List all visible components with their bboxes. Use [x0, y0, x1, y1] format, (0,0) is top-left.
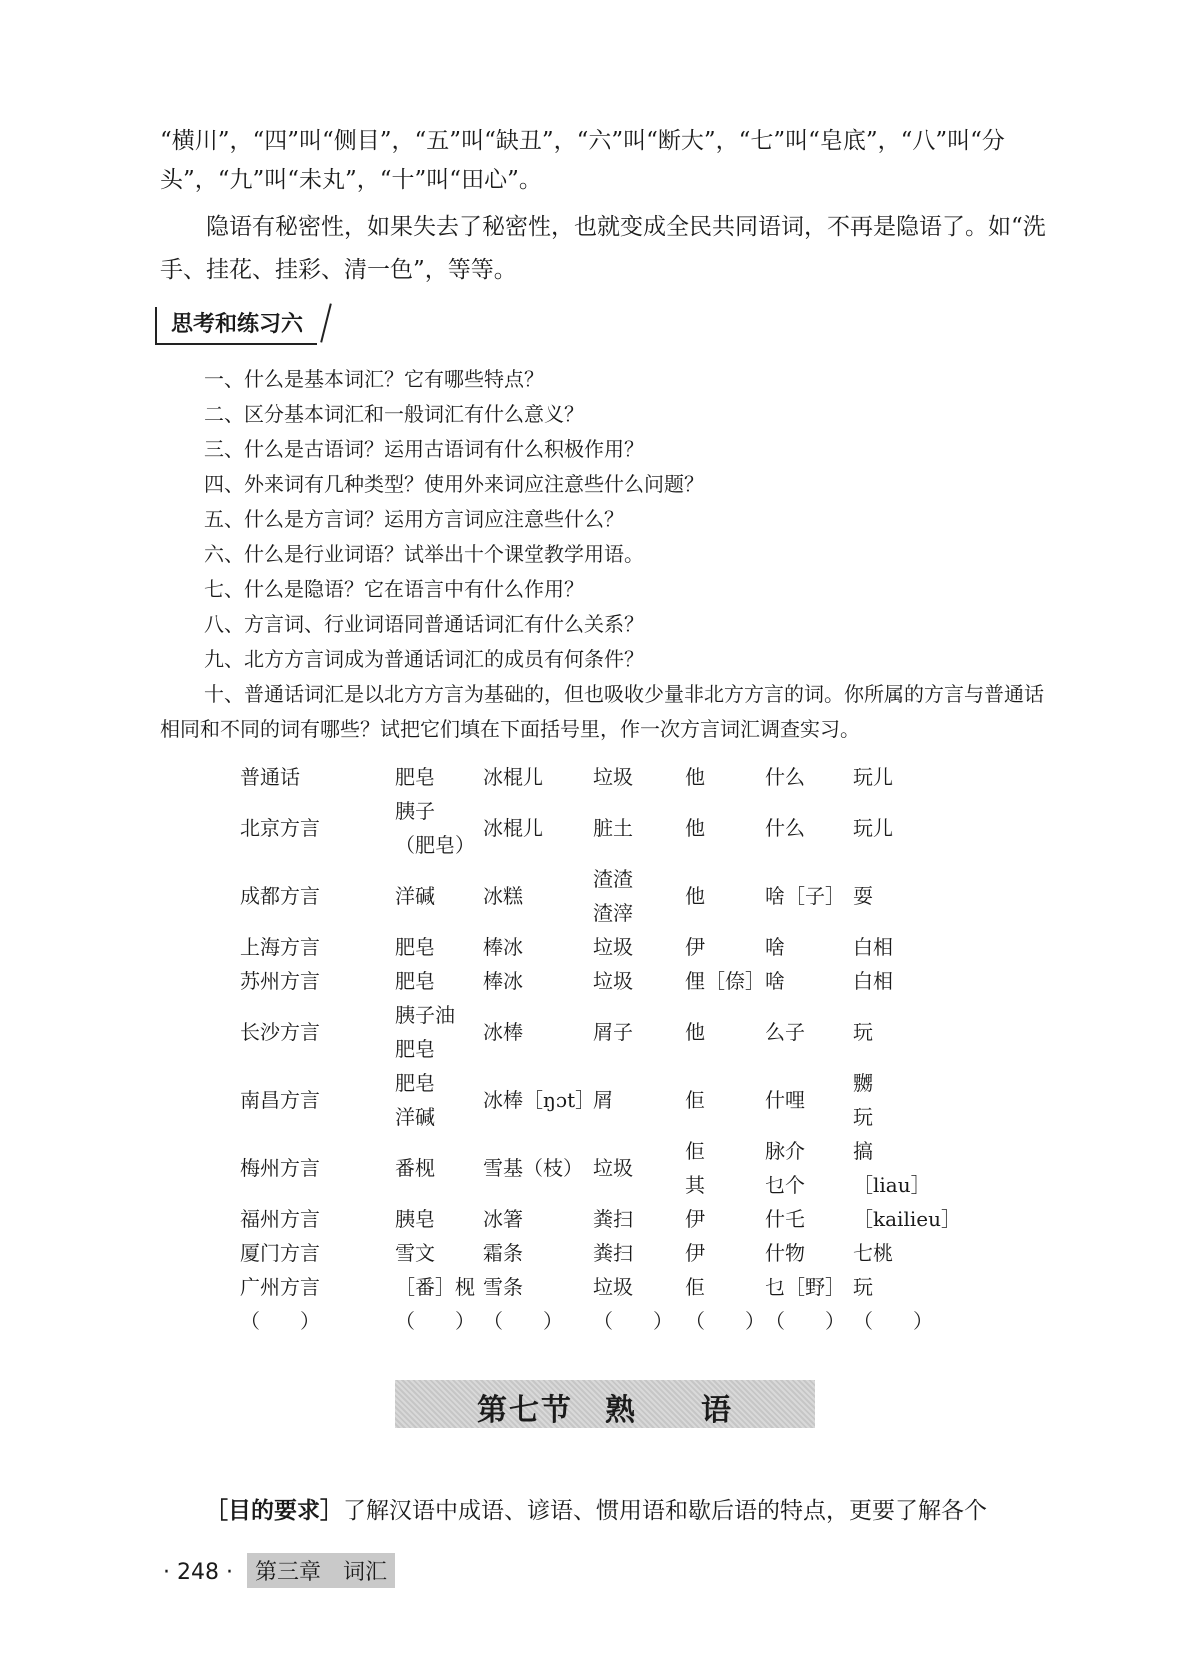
- table-cell: ［kailieu］: [853, 1207, 961, 1231]
- table-cell: 粪扫: [593, 1207, 633, 1231]
- table-cell: 伊: [685, 1207, 705, 1231]
- table-cell: 嬲 玩: [853, 1071, 873, 1129]
- table-cell: 冰棒［ŋɔt］: [483, 1088, 596, 1112]
- table-cell: 白相: [853, 935, 893, 959]
- question-item: 五、什么是方言词？运用方言词应注意些什么？: [204, 507, 624, 531]
- table-cell: 白相: [853, 969, 893, 993]
- table-cell: 雪文: [395, 1241, 435, 1265]
- chapter-label: 第三章 词汇: [247, 1553, 395, 1588]
- table-cell: 肥皂: [395, 765, 435, 789]
- table-cell: （ ）: [765, 1309, 845, 1333]
- table-cell: 上海方言: [240, 935, 320, 959]
- table-cell: 垃圾: [593, 1275, 633, 1299]
- question-item: 六、什么是行业词语？试举出十个课堂教学用语。: [204, 542, 644, 566]
- table-cell: 冰棍儿: [483, 765, 543, 789]
- table-cell: 冰棒: [483, 1020, 523, 1044]
- table-row: [240, 1202, 961, 1236]
- table-cell: 冰棍儿: [483, 816, 543, 840]
- table-cell: （ ）: [853, 1309, 933, 1333]
- table-cell: 佢: [685, 1275, 705, 1299]
- table-cell: 垃圾: [593, 935, 633, 959]
- table-cell: 胰皂: [395, 1207, 435, 1231]
- table-cell: 冰箸: [483, 1207, 523, 1231]
- table-cell: 佢: [685, 1088, 705, 1112]
- table-cell: （ ）: [685, 1309, 765, 1333]
- table-cell: 霜条: [483, 1241, 523, 1265]
- table-cell: 什哩: [765, 1088, 805, 1112]
- table-cell: 七桃: [853, 1241, 893, 1265]
- table-cell: 乜［野］: [765, 1275, 845, 1299]
- table-cell: 屑: [593, 1088, 613, 1112]
- table-cell: 垃圾: [593, 765, 633, 789]
- table-cell: 玩儿: [853, 765, 893, 789]
- table-row: [240, 794, 961, 862]
- table-cell: 玩儿: [853, 816, 893, 840]
- table-cell: 什乇: [765, 1207, 805, 1231]
- question-list: [160, 362, 1060, 747]
- table-cell: 番枧: [395, 1156, 435, 1180]
- table-row: [240, 1270, 961, 1304]
- table-row: [240, 862, 961, 930]
- table-row: [240, 1304, 961, 1338]
- intro-paragraph-2: 隐语有秘密性，如果失去了秘密性，也就变成全民共同语词，不再是隐语了。如“洗手、挂花、挂彩、清一色”，等等。: [160, 214, 1046, 283]
- question-item: 九、北方方言词成为普通话词汇的成员有何条件？: [204, 647, 644, 671]
- table-cell: 啥: [765, 969, 785, 993]
- table-cell: 俚［倷］: [685, 969, 765, 993]
- table-cell: 佢 其: [685, 1139, 705, 1197]
- question-item-10: 十、普通话词汇是以北方方言为基础的，但也吸收少量非北方方言的词。你所属的方言与普通话相同和不同的词有哪些？试把它们填在下面括号里，作一次方言词汇调查实习。: [160, 682, 1044, 741]
- table-cell: 垃圾: [593, 1156, 633, 1180]
- table-cell: 他: [685, 816, 705, 840]
- table-cell: 冰糕: [483, 884, 523, 908]
- goal-label: ［目的要求］: [205, 1498, 343, 1524]
- table-cell: 肥皂 洋碱: [395, 1071, 435, 1129]
- table-cell: 普通话: [240, 765, 300, 789]
- table-cell: （ ）: [483, 1309, 563, 1333]
- table-cell: 成都方言: [240, 884, 320, 908]
- table-cell: 雪基（枝）: [483, 1156, 583, 1180]
- table-cell: （ ）: [240, 1309, 320, 1333]
- table-cell: ［番］枧: [395, 1275, 475, 1299]
- table-cell: 他: [685, 765, 705, 789]
- table-row: [240, 760, 961, 794]
- table-cell: 北京方言: [240, 816, 320, 840]
- table-row: [240, 964, 961, 998]
- table-cell: 洋碱: [395, 884, 435, 908]
- question-item: 三、什么是古语词？运用古语词有什么积极作用？: [204, 437, 644, 461]
- question-item: 七、什么是隐语？它在语言中有什么作用？: [204, 577, 584, 601]
- table-cell: 渣渣 渣滓: [593, 867, 633, 925]
- goal-text: 了解汉语中成语、谚语、惯用语和歇后语的特点，更要了解各个: [343, 1498, 987, 1524]
- table-cell: （ ）: [395, 1309, 475, 1333]
- table-cell: 胰子 （肥皂）: [395, 799, 475, 857]
- table-cell: 梅州方言: [240, 1156, 320, 1180]
- table-cell: 福州方言: [240, 1207, 320, 1231]
- table-cell: 棒冰: [483, 969, 523, 993]
- table-cell: 厦门方言: [240, 1241, 320, 1265]
- table-cell: 广州方言: [240, 1275, 320, 1299]
- table-row: [240, 998, 961, 1066]
- table-cell: 长沙方言: [240, 1020, 320, 1044]
- table-cell: 搞 ［liau］: [853, 1139, 931, 1197]
- dialect-table: [240, 760, 961, 1338]
- table-cell: 耍: [853, 884, 873, 908]
- table-cell: 啥: [765, 935, 785, 959]
- table-cell: 粪扫: [593, 1241, 633, 1265]
- question-item: 四、外来词有几种类型？使用外来词应注意些什么问题？: [204, 472, 704, 496]
- question-item: 八、方言词、行业词语同普通话词汇有什么关系？: [204, 612, 644, 636]
- table-cell: 玩: [853, 1275, 873, 1299]
- table-cell: 肥皂: [395, 935, 435, 959]
- table-row: [240, 1066, 961, 1134]
- table-cell: 南昌方言: [240, 1088, 320, 1112]
- table-cell: 玩: [853, 1020, 873, 1044]
- table-cell: 啥［子］: [765, 884, 845, 908]
- table-row: [240, 1134, 961, 1202]
- table-cell: 他: [685, 1020, 705, 1044]
- goal-line: [205, 1492, 987, 1525]
- table-cell: 什么: [765, 765, 805, 789]
- table-cell: 脏土: [593, 816, 633, 840]
- table-cell: 棒冰: [483, 935, 523, 959]
- table-cell: 什么: [765, 816, 805, 840]
- table-cell: （ ）: [593, 1309, 673, 1333]
- table-cell: 伊: [685, 1241, 705, 1265]
- table-cell: 么子: [765, 1020, 805, 1044]
- question-item: 二、区分基本词汇和一般词汇有什么意义？: [204, 402, 584, 426]
- table-row: [240, 1236, 961, 1270]
- table-cell: 屑子: [593, 1020, 633, 1044]
- table-cell: 垃圾: [593, 969, 633, 993]
- table-cell: 苏州方言: [240, 969, 320, 993]
- table-cell: 什物: [765, 1241, 805, 1265]
- table-cell: 脉介 乜个: [765, 1139, 805, 1197]
- table-cell: 他: [685, 884, 705, 908]
- page-number: · 248 ·: [163, 1560, 233, 1585]
- intro-paragraph-1: “横川”，“四”叫“侧目”，“五”叫“缺丑”，“六”叫“断大”，“七”叫“皂底”，“八”叫“分头”，“九”叫“未丸”，“十”叫“田心”。: [160, 128, 1005, 193]
- table-cell: 伊: [685, 935, 705, 959]
- table-cell: 雪条: [483, 1275, 523, 1299]
- table-row: [240, 930, 961, 964]
- question-item: 一、什么是基本词汇？它有哪些特点？: [204, 367, 544, 391]
- exercise-title: 思考和练习六: [155, 307, 317, 345]
- section-title: 第七节 熟 语: [477, 1393, 733, 1428]
- page-footer: [163, 1553, 395, 1588]
- table-cell: 胰子油 肥皂: [395, 1003, 455, 1061]
- table-cell: 肥皂: [395, 969, 435, 993]
